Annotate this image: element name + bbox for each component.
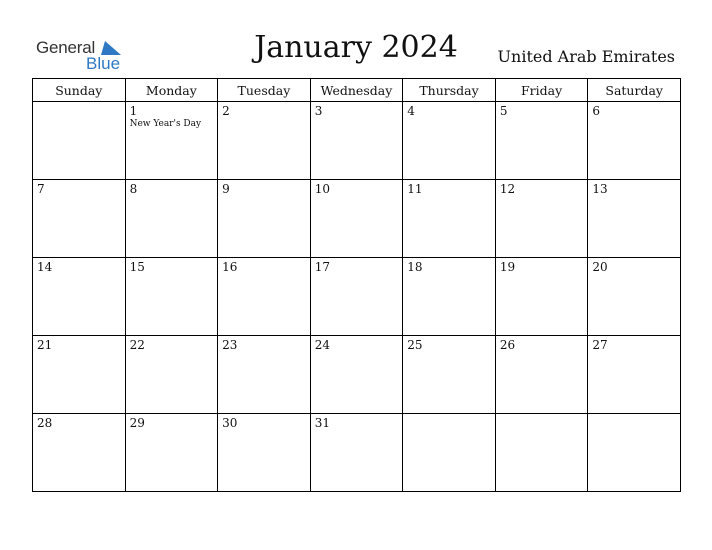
day-cell	[310, 336, 403, 414]
day-number: 9	[222, 182, 230, 196]
day-number: 20	[592, 260, 608, 274]
week-row	[33, 336, 681, 414]
day-cell	[218, 414, 311, 492]
day-cell	[125, 258, 218, 336]
day-cell	[218, 180, 311, 258]
day-cell	[588, 180, 681, 258]
logo-blue-text: Blue	[86, 54, 121, 73]
weekday-header: Thursday	[403, 79, 496, 102]
day-number	[403, 414, 495, 417]
day-cell	[588, 414, 681, 492]
day-number: 4	[407, 104, 415, 118]
day-number: 26	[499, 338, 516, 352]
day-cell	[125, 336, 218, 414]
day-cell	[403, 180, 496, 258]
day-cell	[125, 180, 218, 258]
day-number: 2	[222, 104, 230, 118]
day-number: 18	[407, 260, 423, 274]
day-number: 28	[37, 416, 53, 430]
day-cell	[310, 258, 403, 336]
weekday-header: Monday	[125, 79, 218, 102]
day-cell	[218, 102, 311, 180]
day-cell	[495, 102, 588, 180]
day-number: 6	[592, 104, 601, 118]
day-cell	[495, 258, 588, 336]
day-number: 22	[129, 338, 145, 352]
day-number: 19	[499, 260, 516, 274]
country-label: United Arab Emirates	[497, 47, 675, 66]
holiday-label: New Year's Day	[129, 119, 202, 129]
day-cell	[310, 180, 403, 258]
day-number: 31	[314, 416, 330, 430]
logo-general-text: General	[36, 38, 96, 57]
day-number: 5	[499, 104, 508, 118]
weekday-header: Wednesday	[310, 79, 403, 102]
week-row	[33, 258, 681, 336]
weekday-header: Saturday	[588, 79, 681, 102]
day-number: 13	[592, 182, 608, 196]
day-cell	[495, 180, 588, 258]
day-cell	[588, 336, 681, 414]
day-number: 25	[407, 338, 423, 352]
day-cell	[403, 102, 496, 180]
day-cell	[125, 102, 218, 180]
day-cell	[403, 414, 496, 492]
day-cell	[310, 102, 403, 180]
day-cell	[310, 414, 403, 492]
day-number: 15	[129, 260, 145, 274]
weekday-header-row	[33, 79, 681, 102]
week-row	[33, 180, 681, 258]
day-cell	[403, 336, 496, 414]
day-number	[588, 414, 680, 417]
day-number: 30	[222, 416, 238, 430]
day-number: 21	[37, 338, 53, 352]
day-cell	[403, 258, 496, 336]
day-number: 27	[592, 338, 608, 352]
week-row	[33, 102, 681, 180]
day-cell	[495, 336, 588, 414]
day-number: 14	[37, 260, 53, 274]
day-number: 7	[37, 182, 45, 196]
day-cell	[33, 336, 126, 414]
day-cell	[218, 336, 311, 414]
weekday-header: Sunday	[33, 79, 126, 102]
day-number	[33, 102, 125, 105]
day-number: 24	[314, 338, 330, 352]
day-number: 8	[129, 182, 138, 196]
day-cell	[218, 258, 311, 336]
day-number: 11	[407, 182, 423, 196]
day-cell	[33, 180, 126, 258]
day-number: 12	[499, 182, 516, 196]
week-row	[33, 414, 681, 492]
calendar-grid	[32, 78, 681, 492]
day-number: 10	[314, 182, 330, 196]
day-cell	[33, 102, 126, 180]
day-number	[496, 414, 588, 417]
day-cell	[495, 414, 588, 492]
day-number: 3	[314, 104, 323, 118]
day-number: 23	[222, 338, 238, 352]
day-cell	[588, 102, 681, 180]
day-cell	[33, 258, 126, 336]
day-number: 1	[129, 104, 138, 118]
day-cell	[125, 414, 218, 492]
day-number: 17	[314, 260, 330, 274]
weekday-header: Tuesday	[218, 79, 311, 102]
day-number: 16	[222, 260, 238, 274]
day-cell	[33, 414, 126, 492]
day-cell	[588, 258, 681, 336]
weekday-header: Friday	[495, 79, 588, 102]
page-title: January 2024	[254, 30, 458, 65]
day-number: 29	[129, 416, 145, 430]
